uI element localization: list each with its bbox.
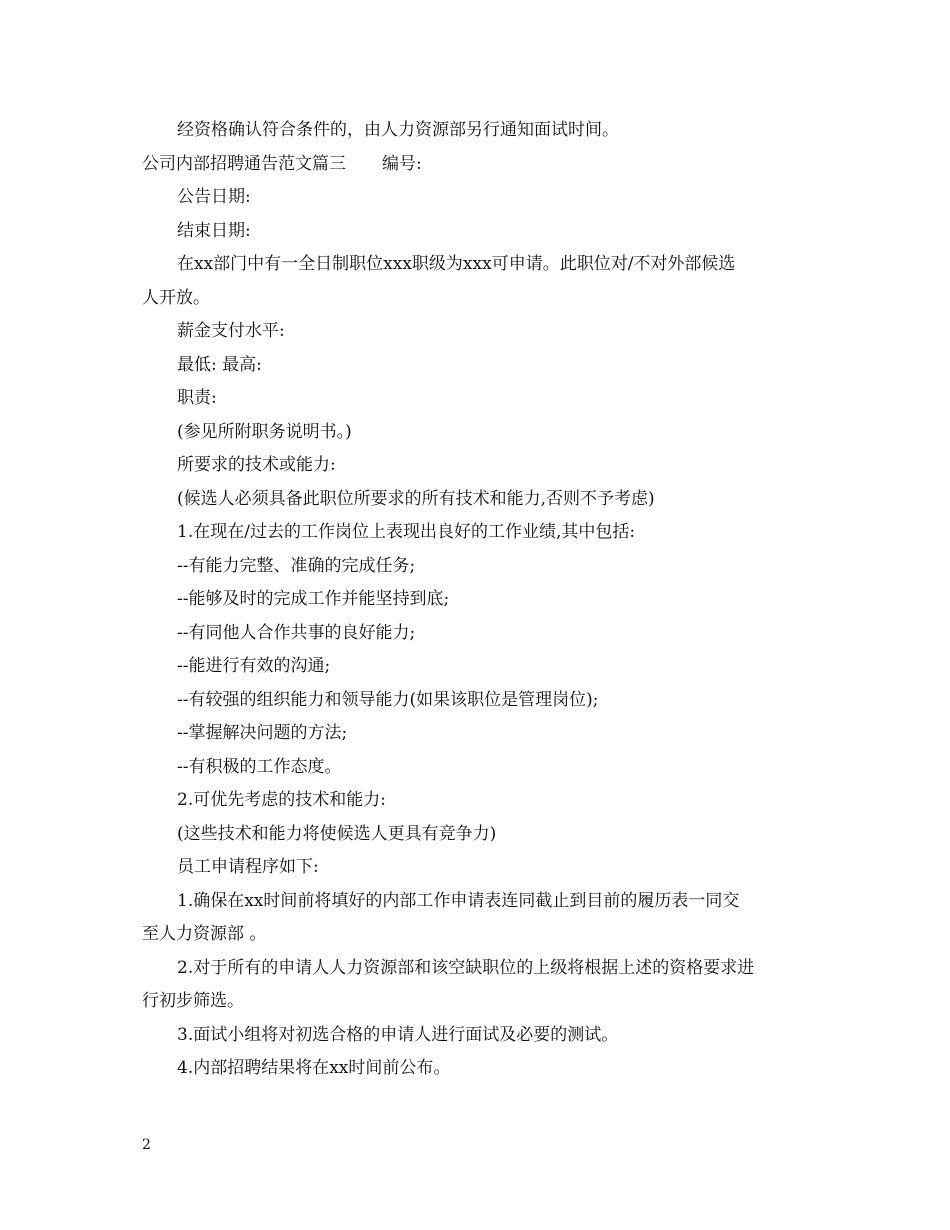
text-line: 公告日期: — [177, 187, 251, 207]
text-line: 在xx部门中有一全日制职位xxx职级为xxx可申请。此职位对/不对外部候选 — [177, 254, 736, 274]
text-line: 1.在现在/过去的工作岗位上表现出良好的工作业绩,其中包括: — [177, 522, 636, 542]
number-label: 编号: — [382, 153, 422, 174]
text-line: 2.对于所有的申请人人力资源部和该空缺职位的上级将根据上述的资格要求进 — [177, 957, 755, 978]
text-line: (参见所附职务说明书。) — [177, 421, 352, 442]
text-line: 3.面试小组将对初选合格的申请人进行面试及必要的测试。 — [177, 1024, 619, 1045]
text-line: --能够及时的完成工作并能坚持到底; — [177, 589, 450, 609]
text-line: 职责: — [177, 388, 217, 408]
document-body — [142, 114, 818, 1086]
text-line: 4.内部招聘结果将在xx时间前公布。 — [177, 1058, 451, 1078]
text-line: (这些技术和能力将使候选人更具有竞争力) — [177, 823, 497, 844]
text-line: 行初步筛选。 — [142, 991, 244, 1011]
text-line: --有同他人合作共事的良好能力; — [177, 622, 416, 643]
text-line: 所要求的技术或能力: — [177, 455, 336, 475]
text-line: --掌握解决问题的方法; — [177, 723, 348, 743]
text-line: --有较强的组织能力和领导能力(如果该职位是管理岗位); — [177, 689, 599, 710]
text-line: (候选人必须具备此职位所要求的所有技术和能力,否则不予考虑) — [177, 488, 655, 509]
text-line: --有积极的工作态度。 — [177, 756, 342, 777]
section-title: 公司内部招聘通告范文篇三 — [142, 153, 346, 174]
text-line: 最低: 最高: — [177, 354, 262, 375]
text-line: 结束日期: — [177, 220, 251, 241]
text-line: 薪金支付水平: — [177, 321, 285, 341]
page-number: 2 — [142, 1137, 151, 1153]
text-line: 至人力资源部 。 — [142, 924, 267, 944]
text-line: 经资格确认符合条件的，由人力资源部另行通知面试时间。 — [177, 120, 619, 140]
text-line: 1.确保在xx时间前将填好的内部工作申请表连同截止到目前的履历表一同交 — [177, 890, 740, 911]
text-line: 员工申请程序如下: — [177, 857, 319, 877]
text-line: --有能力完整、准确的完成任务; — [177, 555, 416, 576]
text-line: 2.可优先考虑的技术和能力: — [177, 790, 386, 810]
section-title-line — [142, 148, 818, 182]
text-line: 人开放。 — [142, 287, 210, 308]
text-line: --能进行有效的沟通; — [177, 656, 331, 676]
